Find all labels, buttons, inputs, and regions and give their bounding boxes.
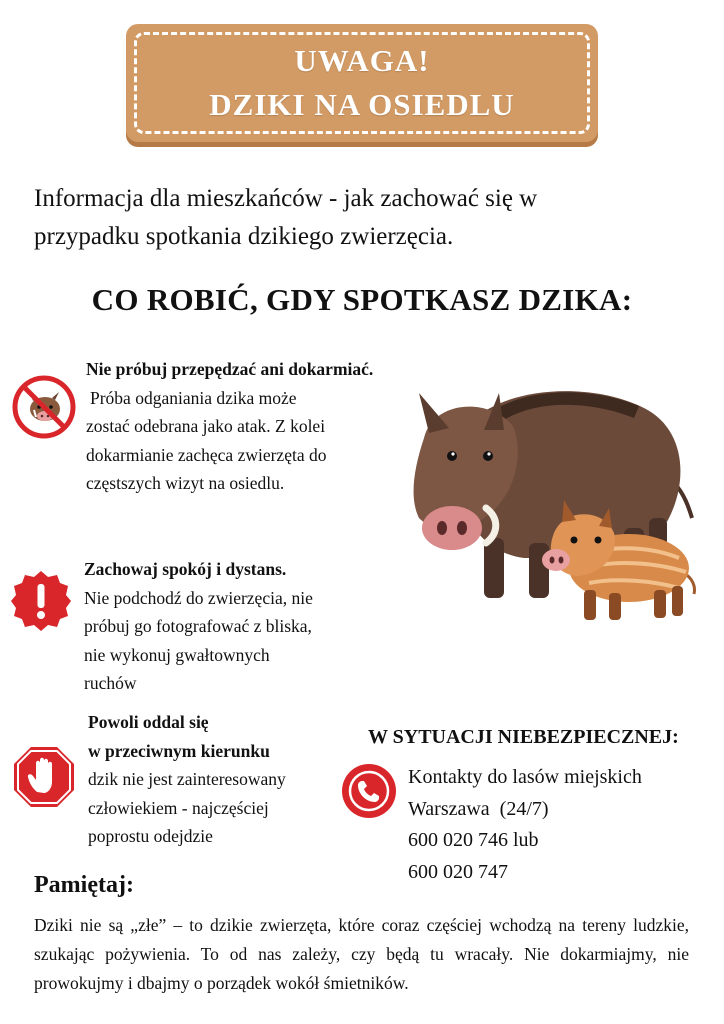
tip-2-line-2: próbuj go fotografować z bliska, (84, 616, 312, 636)
remember-text: Dziki nie są „złe” – to dzikie zwierzęta, które coraz częściej wchodzą na tereny ludzkie, szukając pożywienia. To od nas zależy, czy będą tu wracały. Nie dokarmiajmy, nie prowokujmy i dbajmy o porządek wokół śmietników. (34, 915, 689, 993)
banner-warning: UWAGA! (294, 43, 430, 78)
contacts-line-2: Warszawa (24/7) (408, 797, 549, 820)
tip-1 (86, 355, 386, 498)
tip-3 (88, 708, 358, 851)
contacts-line-1: Kontakty do lasów miejskich (408, 766, 642, 788)
tip-1-line-3: dokarmianie zachęca zwierzęta do (86, 444, 327, 465)
stop-hand-icon (11, 744, 77, 810)
tip-2-line-1: Nie podchodź do zwierzęcia, nie (84, 587, 313, 608)
phone-number-2: 600 020 747 (408, 860, 508, 883)
title-banner-frame (134, 32, 590, 134)
tip-3-line-2: człowiekiem - najczęściej (88, 797, 269, 818)
tip-3-title-line-1: Powoli oddal się (88, 712, 209, 732)
tip-2-line-3: nie wykonuj gwałtownych (84, 644, 270, 665)
tip-3-title-line-2: w przeciwnym kierunku (88, 740, 270, 761)
tip-1-title: Nie próbuj przepędzać ani dokarmiać. (86, 359, 374, 379)
title-banner (126, 24, 598, 142)
no-feeding-boar-icon (12, 375, 76, 439)
exclamation-badge-icon (8, 568, 74, 634)
tip-3-line-1: dzik nie jest zainteresowany (88, 769, 286, 789)
tip-1-line-1: Próba odganiania dzika może (90, 387, 297, 408)
tip-3-line-3: poprostu odejdzie (88, 826, 213, 846)
tip-2-title: Zachowaj spokój i dystans. (84, 559, 287, 579)
phone-number-1: 600 020 746 lub (408, 829, 539, 851)
banner-title: DZIKI NA OSIEDLU (209, 87, 515, 122)
emergency-contacts (408, 762, 642, 888)
emergency-heading: W SYTUACJI NIEBEZPIECZNEJ: (368, 726, 679, 748)
intro-text: Informacja dla mieszkańców - jak zachować się w przypadku spotkania dzikiego zwierzęcia. (34, 185, 538, 250)
main-heading: CO ROBIĆ, GDY SPOTKASZ DZIKA: (91, 282, 633, 317)
wild-boar-illustration (404, 368, 704, 628)
tip-1-line-2: zostać odebrana jako atak. Z kolei (86, 416, 326, 436)
tip-1-line-4: częstszych wizyt na osiedlu. (86, 473, 285, 493)
tip-2-line-4: ruchów (84, 673, 137, 693)
phone-icon (340, 762, 398, 820)
remember-heading: Pamiętaj: (34, 872, 134, 898)
tip-2 (84, 555, 384, 698)
